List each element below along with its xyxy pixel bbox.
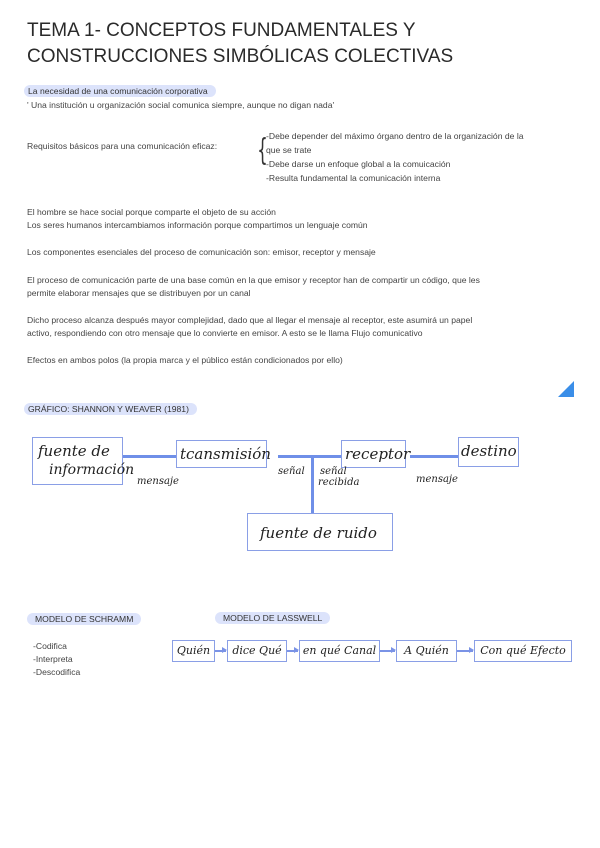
lasswell-step: dice Qué [227, 640, 287, 662]
connector-line [311, 455, 314, 513]
lasswell-step: Con qué Efecto [474, 640, 572, 662]
connector-line [123, 455, 176, 458]
title-line-1: TEMA 1- CONCEPTOS FUNDAMENTALES Y [27, 20, 416, 41]
paragraph-line: Los seres humanos intercambiamos información porque compartimos un lenguaje común [27, 220, 368, 230]
mensaje-label: mensaje [137, 476, 179, 487]
schramm-list [33, 640, 80, 679]
requisitos-list [266, 129, 524, 185]
section-heading-label: La necesidad de una comunicación corporativa [24, 85, 216, 97]
receptor-box [341, 440, 411, 468]
shannon-heading [24, 403, 197, 416]
arrow-icon [215, 650, 226, 652]
transmision-label: tcansmisión [180, 445, 271, 463]
mensaje-label-2: mensaje [416, 474, 458, 485]
shannon-heading-label: GRÁFICO: SHANNON Y WEAVER (1981) [24, 403, 197, 415]
arrow-icon [287, 650, 298, 652]
arrow-icon [457, 650, 473, 652]
destino-label: destino [461, 442, 517, 460]
transmision-box [176, 440, 271, 468]
brace-icon: { [257, 133, 268, 168]
paragraph-line: activo, respondiendo con otro mensaje que lo convierte en emisor. A esto se le llama Flujo comunicativo [27, 328, 423, 338]
connector-line [410, 455, 458, 458]
list-item: -Resulta fundamental la comunicación interna [266, 173, 441, 183]
page-title [27, 18, 453, 70]
section-heading [24, 85, 216, 98]
destino-box [458, 437, 519, 467]
ruido-box [247, 513, 393, 551]
list-item: que se trate [266, 145, 312, 155]
requisitos-label: Requisitos básicos para una comunicación eficaz: [27, 141, 218, 151]
quote: ' Una institución u organización social comunica siempre, aunque no digan nada' [27, 100, 335, 110]
list-item: -Debe darse un enfoque global a la comuicación [266, 159, 451, 169]
lasswell-step: A Quién [396, 640, 457, 662]
title-line-2: CONSTRUCCIONES SIMBÓLICAS COLECTIVAS [27, 46, 454, 67]
senal-recibida-label-2: recibida [318, 477, 360, 488]
list-item: -Descodifica [33, 667, 81, 677]
paragraph-line: Dicho proceso alcanza después mayor complejidad, dado que al llegar el mensaje al receptor, este asumirá un papel [27, 315, 473, 325]
list-item: -Debe depender del máximo órgano dentro de la organización de la [266, 131, 524, 141]
list-item: -Interpreta [33, 654, 73, 664]
paragraph-2: Los componentes esenciales del proceso de comunicación son: emisor, receptor y mensaje [27, 247, 376, 257]
lasswell-heading [215, 612, 330, 625]
lasswell-step: Quién [172, 640, 215, 662]
paragraph-line: El proceso de comunicación parte de una base común en la que emisor y receptor han de compartir un código, que les [27, 275, 480, 285]
fuente-label-1: fuente de [38, 442, 110, 460]
lasswell-step: en qué Canal [299, 640, 380, 662]
fuente-label-2: información [49, 462, 135, 478]
connector-line [278, 455, 341, 458]
paragraph-line: permite elaborar mensajes que se distribuyen por un canal [27, 288, 251, 298]
arrow-icon [380, 650, 395, 652]
paragraph-1 [27, 206, 368, 232]
paragraph-3 [27, 274, 480, 300]
page-corner-icon [558, 381, 574, 397]
list-item: -Codifica [33, 641, 67, 651]
paragraph-5: Efectos en ambos polos (la propia marca y el público están condicionados por ello) [27, 355, 343, 365]
schramm-heading-label: MODELO DE SCHRAMM [27, 613, 141, 625]
senal-recibida-label-1: señal [320, 466, 347, 477]
senal-label: señal [278, 466, 305, 477]
schramm-heading [27, 613, 141, 626]
lasswell-heading-label: MODELO DE LASSWELL [215, 612, 330, 624]
ruido-label: fuente de ruido [260, 524, 377, 542]
fuente-informacion-box [32, 437, 135, 485]
paragraph-4 [27, 314, 472, 340]
receptor-label: receptor [345, 445, 411, 463]
paragraph-line: El hombre se hace social porque comparte el objeto de su acción [27, 207, 276, 217]
